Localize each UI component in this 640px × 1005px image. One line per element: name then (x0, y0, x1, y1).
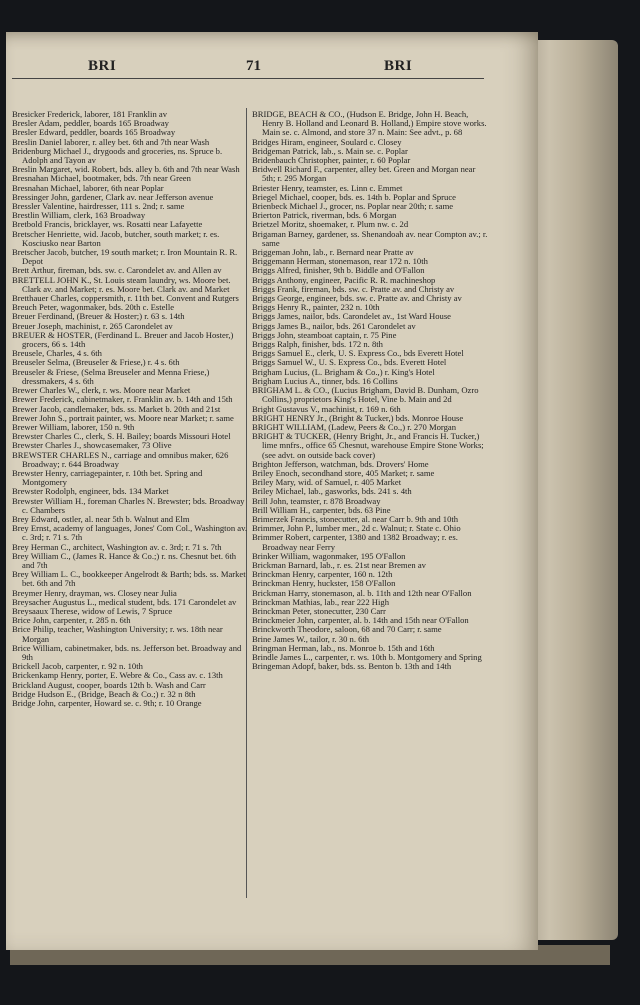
directory-entry: BRIGHT & TUCKER, (Henry Bright, Jr., and Francis H. Tucker,) lime mnfrs., office 65 Chesnut, warehouse Empire Stone Works; (see advt. on outside back cover) (252, 431, 484, 460)
directory-entry: BRIGHAM L. & CO., (Lucius Brigham, David B. Dunham, Ozro Collins,) proprietors King's Hotel, Vine b. Main and 2d (252, 385, 479, 405)
directory-entry: Brill John, teamster, r. 878 Broadway (252, 495, 381, 506)
directory-entry: BRIDGE, BEACH & CO., (Hudson E. Bridge, John H. Beach, Henry B. Holland and Leonard B. Holland,) Empire stove works. Main se. c. Almond, and store 37 n. Main: See advt., p. 68 (252, 109, 487, 138)
directory-entry: Brewer William, laborer, 150 n. 9th (12, 421, 135, 432)
directory-entry: Breysaaux Therese, widow of Lewis, 7 Spruce (12, 605, 173, 616)
directory-entry: Briley Michael, lab., gasworks, bds. 241 s. 4th (252, 486, 412, 497)
directory-entry: Breymer Henry, drayman, ws. Closey near Julia (12, 587, 177, 598)
directory-entry: Briggs Samuel W., U. S. Express Co., bds. Everett Hotel (252, 357, 447, 368)
directory-entry: BREUER & HOSTER, (Ferdinand L. Breuer and Jacob Hoster,) grocers, 66 s. 14th (12, 329, 234, 350)
directory-entry: Brickenkamp Henry, porter, E. Webre & Co., Cass av. c. 13th (12, 670, 223, 681)
directory-entry: BREWSTER CHARLES N., carriage and omnibus maker, 626 Broadway; r. 644 Broadway (12, 449, 229, 469)
directory-entry: Briester Henry, teamster, es. Linn c. Emmet (252, 182, 403, 193)
directory-entry: Breuer Ferdinand, (Breuer & Hoster;) r. 63 s. 14th (12, 311, 185, 322)
directory-entry: Bressler Valentine, hairdresser, 111 s. 2nd; r. same (12, 201, 185, 212)
directory-entry: Brewster William H., foreman Charles N. Brewster; bds. Broadway c. Chambers (12, 495, 245, 515)
directory-entry: Brinckman Mathias, lab., rear 222 High (252, 596, 389, 607)
directory-entry: Bretthauer Charles, coppersmith, r. 11th bet. Convent and Rutgers (12, 293, 239, 304)
directory-entry: Brey Herman C., architect, Washington av. c. 3rd; r. 71 s. 7th (12, 541, 222, 552)
directory-entry: Brimmer Robert, carpenter, 1380 and 1382 Broadway; r. es. Broadway near Ferry (252, 532, 458, 552)
directory-entry: Briley Enoch, secondhand store, 405 Market; r. same (252, 467, 435, 478)
directory-entry: Briggeman John, lab., r. Bernard near Pratte av (252, 247, 414, 258)
directory-entry: Brinckman Henry, huckster, 158 O'Fallon (252, 578, 396, 589)
directory-entry: Briggemann Herman, stonemason, rear 172 n. 10th (252, 256, 428, 267)
directory-entry: Brey Ernst, academy of languages, Jones' Com Col., Washington av. c. 3rd; r. 71 s. 7th (12, 523, 247, 543)
directory-entry: Bridenbauch Christopher, painter, r. 60 Poplar (252, 155, 411, 166)
directory-entry: Brighton Jefferson, watchman, bds. Drovers' Home (252, 458, 429, 469)
directory-entry: Bressinger John, gardener, Clark av. near Jefferson avenue (12, 191, 214, 202)
directory-entry: Brice John, carpenter, r. 285 n. 6th (12, 615, 131, 626)
page-number: 71 (246, 58, 261, 74)
directory-entry: Brigham Lucius A., tinner, bds. 16 Collins (252, 375, 398, 386)
directory-entry: Bresnahan Michael, bootmaker, bds. 7th near Green (12, 173, 191, 184)
directory-entry: Brienbeck Michael J., grocer, ns. Poplar near 20th; r. same (252, 201, 454, 212)
directory-entry: Breuch Peter, wagonmaker, bds. 20th c. Estelle (12, 302, 175, 313)
directory-entry: BRIGHT WILLIAM, (Ladew, Peers & Co.,) r. 270 Morgan (252, 421, 456, 432)
directory-entry: Briggs Samuel E., clerk, U. S. Express Co., bds Everett Hotel (252, 348, 464, 359)
directory-entry: Breslin Daniel laborer, r. alley bet. 6th and 7th near Wash (12, 136, 210, 147)
directory-entry: Brey Edward, ostler, al. near 5th b. Walnut and Elm (12, 513, 190, 524)
directory-entry: Bringeman Adopf, baker, bds. ss. Benton b. 13th and 14th (252, 661, 452, 672)
directory-entry: Briley Mary, wid. of Samuel, r. 405 Market (252, 477, 402, 488)
directory-entry: Brickman Barnard, lab., r. es. 21st near Bremen av (252, 559, 426, 570)
directory-entry: Brice William, cabinetmaker, bds. ns. Jefferson bet. Broadway and 9th (12, 642, 242, 662)
directory-entry: Bridwell Richard F., carpenter, alley bet. Green and Morgan near 5th; r. 295 Morgan (252, 164, 476, 184)
directory-entry: Bridge John, carpenter, Howard se. c. 9th; r. 10 Orange (12, 698, 202, 708)
directory-entry: Brimmer, John P., lumber mer., 2d c. Walnut; r. State c. Ohio (252, 523, 461, 534)
directory-entry: Briegel Michael, cooper, bds. es. 14th b. Poplar and Spruce (252, 191, 456, 202)
directory-entry: Brinckworth Theodore, saloon, 68 and 70 Carr; r. same (252, 624, 442, 635)
directory-entry: Brestlin William, clerk, 163 Broadway (12, 210, 146, 221)
directory-entry: Briggs James, nailor, bds. Carondelet av., 1st Ward House (252, 311, 451, 322)
directory-entry: Brewer Jacob, candlemaker, bds. ss. Market b. 20th and 21st (12, 403, 221, 414)
directory-entry: Brimerzek Francis, stonecutter, al. near Carr b. 9th and 10th (252, 513, 459, 524)
directory-entry: Breysacher Augustus L., medical student, bds. 171 Carondelet av (12, 596, 237, 607)
directory-entry: Briggs Ralph, finisher, bds. 172 n. 8th (252, 339, 383, 350)
directory-entry: Bresicker Frederick, laborer, 181 Franklin av (12, 109, 168, 119)
directory-entry: Bridge Hudson E., (Bridge, Beach & Co.;) r. 32 n 8th (12, 688, 196, 699)
directory-entry: Brietzel Moritz, shoemaker, r. Plum nw. c. 2d (252, 219, 409, 230)
directory-entry: Brierton Patrick, riverman, bds. 6 Morgan (252, 210, 397, 221)
directory-entry: Bresnahan Michael, laborer, 6th near Poplar (12, 182, 164, 193)
directory-entry: Brinker William, wagonmaker, 195 O'Fallon (252, 550, 406, 561)
directory-entry: Breuseler & Friese, (Selma Breuseler and Menna Friese,) dressmakers, 4 s. 6th (12, 366, 210, 386)
directory-entry: Brigaman Barney, gardener, ss. Shenandoah av. near Compton av.; r. same (252, 228, 488, 248)
directory-entry: Brewer Frederick, cabinetmaker, r. Franklin av. b. 14th and 15th (12, 394, 233, 405)
left-column (12, 110, 248, 708)
directory-entry: Bridges Hiram, engineer, Soulard c. Closey (252, 136, 402, 147)
directory-entry: Breusele, Charles, 4 s. 6th (12, 348, 102, 359)
directory-entry: Bretscher Jacob, butcher, 19 south market; r. Iron Mountain R. R. Depot (12, 247, 238, 267)
directory-entry: Briggs Anthony, engineer, Pacific R. R. machineshop (252, 274, 436, 285)
directory-entry: Brewster Charles J., showcasemaker, 73 Olive (12, 440, 172, 451)
directory-entry: Brett Arthur, fireman, bds. sw. c. Carondelet av. and Allen av (12, 265, 222, 276)
directory-entry: Brinckmeier John, carpenter, al. b. 14th and 15th near O'Fallon (252, 615, 469, 626)
directory-entry: Brewer John S., portrait painter, ws. Moore near Market; r. same (12, 412, 234, 423)
directory-entry: Bresler Adam, peddler, boards 165 Broadway (12, 118, 169, 129)
directory-entry: Brigham Lucius, (L. Brigham & Co.,) r. King's Hotel (252, 366, 435, 377)
directory-entry: Brickland August, cooper, boards 12th b. Wash and Carr (12, 679, 206, 690)
directory-entry: Brewster Henry, carriagepainter, r. 10th bet. Spring and Montgomery (12, 467, 203, 488)
directory-entry: Briggs Henry R., painter, 232 n. 10th (252, 302, 380, 313)
directory-entry: Bridenburg Michael J., drygoods and groceries, ns. Spruce b. Adolph and Tayon av (12, 145, 223, 166)
directory-entry: Breuer Joseph, machinist, r. 265 Carondelet av (12, 320, 173, 331)
directory-entry: BRIGHT HENRY Jr., (Bright & Tucker,) bds. Monroe House (252, 412, 464, 423)
directory-entry: Bresler Edward, peddler, boards 165 Broadway (12, 127, 176, 138)
running-head-left: BRI (88, 58, 117, 74)
directory-entry: Bridgeman Patrick, lab., s. Main se. c. Poplar (252, 145, 408, 156)
directory-entry: Briggs Alfred, finisher, 9th b. Biddle and O'Fallon (252, 265, 425, 276)
directory-entry: Brey William C., (James R. Hance & Co.;) r. ns. Chesnut bet. 6th and 7th (12, 550, 237, 570)
directory-entry: Brewster Rodolph, engineer, bds. 134 Market (12, 486, 169, 497)
running-head-right: BRI (384, 58, 413, 74)
directory-entry: Brewer Charles W., clerk, r. ws. Moore near Market (12, 385, 191, 396)
directory-entry: Brice Philip, teacher, Washington University; r. ws. 18th near Morgan (12, 624, 223, 644)
directory-entry: Brewster Charles C., clerk, S. H. Bailey; boards Missouri Hotel (12, 431, 231, 442)
directory-entry: Briggs George, engineer, bds. sw. c. Pratte av. and Christy av (252, 293, 462, 304)
directory-entry: Breuseler Selma, (Breuseler & Friese,) r. 4 s. 6th (12, 357, 180, 368)
directory-entry: Brine James W., tailor, r. 30 n. 6th (252, 633, 370, 644)
directory-entry: Briggs James B., nailor, bds. 261 Carondelet av (252, 320, 416, 331)
directory-entry: Brickman Harry, stonemason, al. b. 11th and 12th near O'Fallon (252, 587, 472, 598)
header-rule (12, 78, 484, 79)
right-column (252, 110, 488, 671)
directory-entry: Briggs John, steamboat captain, r. 75 Pine (252, 329, 397, 340)
directory-entry: Bringman Herman, lab., ns. Monroe b. 15th and 16th (252, 642, 435, 653)
directory-entry: Brey William L. C., bookkeeper Angelrodt & Barth; bds. ss. Market bet. 6th and 7th (12, 569, 246, 589)
directory-entry: Bretscher Henriette, wid. Jacob, butcher, south market; r. es. Kosciusko near Barton (12, 228, 220, 248)
directory-entry: Brinckman Peter, stonecutter, 230 Carr (252, 605, 386, 616)
directory-entry: Brindle James L., carpenter, r. ws. 10th b. Montgomery and Spring (252, 651, 482, 662)
directory-entry: Briggs Frank, fireman, bds. sw. c. Pratte av. and Christy av (252, 283, 455, 294)
directory-entry: Brinckman Henry, carpenter, 160 n. 12th (252, 569, 393, 580)
directory-entry: Brill William H., carpenter, bds. 63 Pine (252, 504, 391, 515)
directory-entry: Bright Gustavus V., machinist, r. 169 n. 6th (252, 403, 401, 414)
directory-entry: Breslin Margaret, wid. Robert, bds. alley b. 6th and 7th near Wash (12, 164, 240, 175)
directory-entry: Brickell Jacob, carpenter, r. 92 n. 10th (12, 661, 143, 672)
directory-entry: Bretbold Francis, bricklayer, ws. Rosatti near Lafayette (12, 219, 203, 230)
directory-entry: BRETTELL JOHN K., St. Louis steam laundry, ws. Moore bet. Clark av. and Market; r. es. Moore bet. Clark av. and Market (12, 274, 231, 294)
